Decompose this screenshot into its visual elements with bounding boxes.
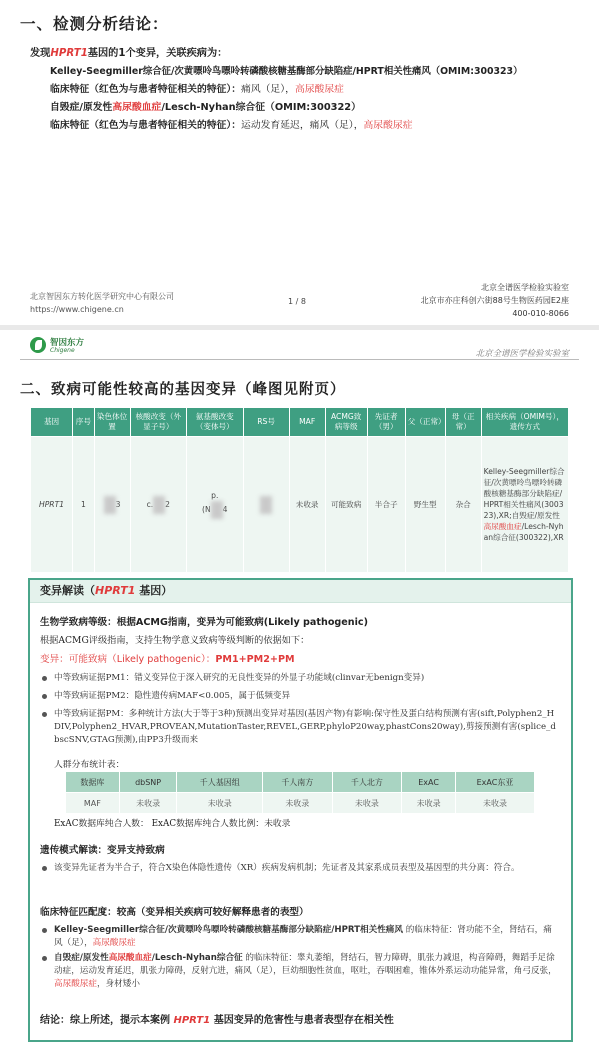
footer-lab: 北京全谱医学检验实验室 北京市亦庄科创六街88号生物医药园E2座 400-010-8066 [420, 283, 569, 318]
variant-interpretation-panel [28, 578, 573, 1042]
cell-nucleic: c. 2 [130, 437, 186, 573]
population-caption: 人群分布统计表： [54, 760, 125, 770]
cell-disease: Kelley-Seegmiller综合征/次黄嘌呤鸟嘌呤转磷酸核糖基酶部分缺陷症/HPRT相关性痛风(300323),XR;自毁症/原发性高尿酸血症/Lesch-Nyhan综合征(300322),XR [481, 437, 568, 573]
header-divider [20, 359, 579, 360]
redacted-block [153, 496, 165, 514]
col-header: 父（正常） [405, 408, 445, 437]
redacted-block [211, 501, 223, 519]
table-row: MAF 未收录 未收录 未收录 未收录 未收录 未收录 [66, 793, 535, 814]
footer-url: https://www.chigene.cn [30, 305, 124, 314]
phenotype-item: 自毁症/原发性高尿酸血症/Lesch-Nyhan综合征 的临床特征：睾丸萎缩，肾结石，智力障碍，肌张力减退，构音障碍，舞蹈手足徐动症，运动发育延迟，肌张力障碍，反射亢进，痛风（足），巨幼细胞性贫血，呕吐，吞咽困难，锥体外系运动功能异常，角弓反张，高尿酸尿症，身材矮小 [42, 952, 559, 991]
footer-company: 北京智因东方转化医学研究中心有限公司 https://www.chigene.cn [30, 292, 174, 314]
disease-1-features: 临床特征（红色为与患者特征相关的特征）：痛风（足），高尿酸尿症 [50, 84, 344, 95]
gene-name: HPRT1 [50, 48, 88, 59]
pathogenicity-grade: 生物学致病等级：根据ACMG指南，变异为可能致病(Likely pathogenic) [40, 617, 368, 628]
variant-table-header [31, 408, 569, 437]
col-header: ACMG致病等级 [325, 408, 367, 437]
cell-index: 1 [73, 437, 95, 573]
cell-mother: 杂合 [445, 437, 481, 573]
inheritance-item: 该变异先证者为半合子，符合X染色体隐性遗传（XR）疾病发病机制；先证者及其家系成员表型及基因型的共分离：符合。 [42, 862, 559, 875]
col-header: 母（正常） [445, 408, 481, 437]
col-header: 核酸改变（外显子号） [130, 408, 186, 437]
redacted-block [104, 496, 116, 514]
variant-table [30, 407, 569, 573]
col-header: 相关疾病（OMIM号），遗传方式 [481, 408, 568, 437]
col-header: 基因 [31, 408, 73, 437]
col-header: MAF [289, 408, 325, 437]
disease-2-features: 临床特征（红色为与患者特征相关的特征）：运动发育延迟，痛风（足），高尿酸尿症 [50, 120, 413, 131]
cell-acmg: 可能致病 [325, 437, 367, 573]
lab-name: 北京全谱医学检验实验室 [475, 349, 569, 359]
population-table [65, 771, 535, 814]
verdict-line: 变异：可能致病（Likely pathogenic）：PM1+PM2+PM [40, 654, 295, 665]
phenotype-match-title: 临床特征匹配度：较高（变异相关疾病可较好解释患者的表型） [40, 907, 309, 918]
evidence-item: 中等致病证据PM：多种统计方法(大于等于3种)预测出变异对基因(基因产物)有影响:保守性及蛋白结构预测有害(sift,Polyphen2_HDIV,Polyphen2_HVAR,PROVEAN,MutationTaster,REVEL,GERP,phyloP20way,phastCons20way),剪接预测有害(splice_dbscSNV,GTAG预测),由PP3升级而来 [42, 708, 559, 747]
panel-title: 变异解读（HPRT1 基因） [30, 580, 571, 603]
cell-amino: p. (N 4 [187, 437, 243, 573]
phenotype-item: Kelley-Seegmiller综合征/次黄嘌呤鸟嘌呤转磷酸核糖基酶部分缺陷症/HPRT相关性痛风 的临床特征：肾功能不全，肾结石，痛风（足），高尿酸尿症 [42, 924, 559, 950]
disease-2-title: 自毁症/原发性高尿酸血症/Lesch-Nyhan综合征（OMIM:300322） [50, 102, 361, 113]
col-header: 染色体位置 [94, 408, 130, 437]
cell-father: 野生型 [405, 437, 445, 573]
cell-maf: 未收录 [289, 437, 325, 573]
inheritance-title: 遗传模式解读：变异支持致病 [40, 845, 165, 856]
cell-chromosome: 3 [94, 437, 130, 573]
cell-rs [243, 437, 289, 573]
col-header: 先证者（男） [367, 408, 405, 437]
exac-line: ExAC数据库纯合人数： ExAC数据库纯合人数比例：未收录 [54, 819, 291, 829]
leaf-logo-icon [30, 337, 46, 353]
report-page-2 [0, 330, 599, 1050]
acmg-basis: 根据ACMG评级指南，支持生物学意义致病等级判断的依据如下： [40, 635, 310, 646]
col-header: RS号 [243, 408, 289, 437]
disease-1-title: Kelley-Seegmiller综合征/次黄嘌呤鸟嘌呤转磷酸核糖基酶部分缺陷症/HPRT相关性痛风（OMIM:300323） [50, 66, 523, 77]
section-heading-variants: 二、致病可能性较高的基因变异（峰图见附页） [20, 382, 346, 398]
section-heading-conclusion: 一、检测分析结论： [20, 15, 169, 33]
table-row [31, 437, 569, 573]
conclusion-line: 结论：综上所述，提示本案例 HPRT1 基因变异的危害性与患者表型存在相关性 [40, 1015, 394, 1026]
col-header: 氨基酸改变（变体号） [187, 408, 243, 437]
page-number: 1 / 8 [288, 297, 306, 306]
cell-proband: 半合子 [367, 437, 405, 573]
finding-line: 发现HPRT1基因的1个变异，关联疾病为： [30, 48, 228, 59]
cell-gene: HPRT1 [31, 437, 73, 573]
report-page-1 [0, 0, 599, 325]
evidence-item: 中等致病证据PM1：错义变异位于深入研究的无良性变异的外显子功能域(clinvar无benign变异) [42, 672, 559, 685]
population-header-row: 数据库 dbSNP 千人基因组 千人南方 千人北方 ExAC ExAC东亚 [66, 772, 535, 793]
col-header: 序号 [73, 408, 95, 437]
redacted-block [260, 496, 272, 514]
evidence-item: 中等致病证据PM2：隐性遗传病MAF<0.005，属于低频变异 [42, 690, 559, 703]
chigene-logo: 智因东方 Chigene [30, 336, 100, 356]
